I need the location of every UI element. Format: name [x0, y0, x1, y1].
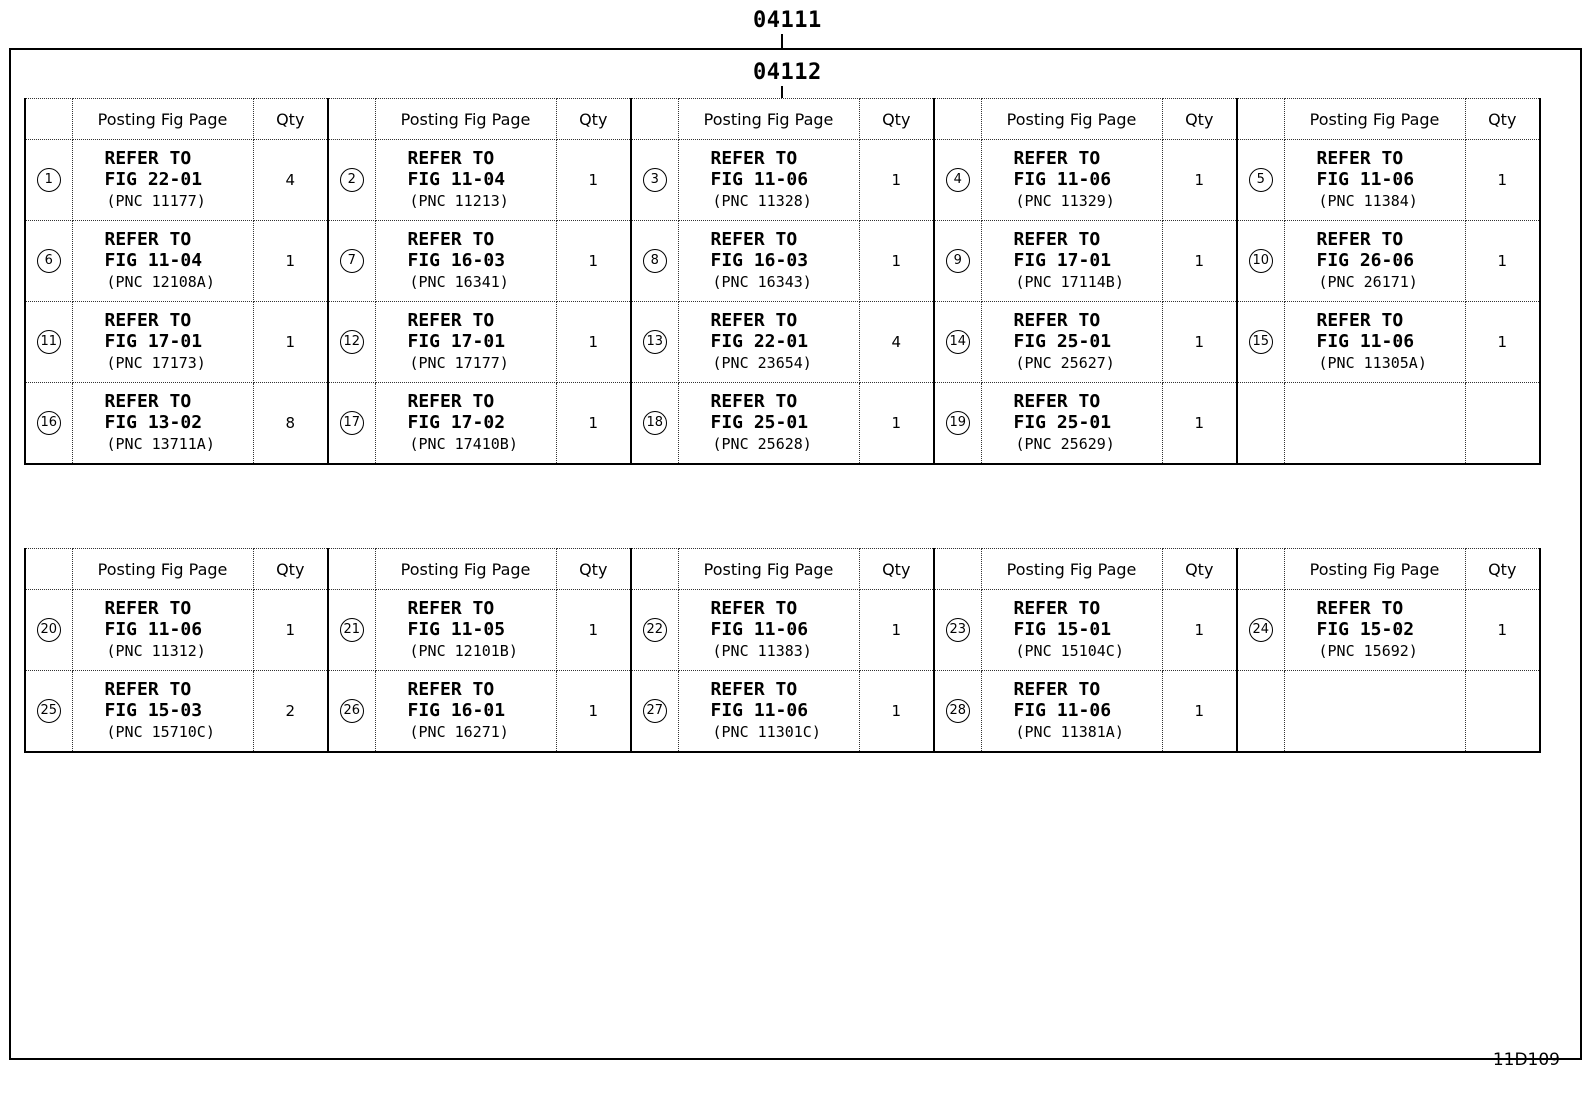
header-posting-fig-page: Posting Fig Page: [375, 99, 556, 140]
reference-cell: [981, 140, 1162, 221]
fig-reference: FIG 11-06: [1013, 700, 1112, 721]
empty-cell: [1284, 671, 1465, 753]
callout-number: 10: [1249, 249, 1273, 273]
header-number-cell: [328, 549, 375, 590]
reference-cell: [375, 590, 556, 671]
qty-cell: 1: [1465, 302, 1540, 383]
header-qty: Qty: [859, 549, 934, 590]
parts-table-1: [24, 98, 1541, 465]
reference-cell: [678, 671, 859, 753]
reference-cell: [678, 590, 859, 671]
reference-cell: [375, 302, 556, 383]
refer-to-text: REFER TO: [710, 598, 798, 619]
part-number-cell: [328, 140, 375, 221]
fig-reference: FIG 15-02: [1316, 619, 1415, 640]
refer-to-text: REFER TO: [407, 148, 495, 169]
reference-cell: [375, 671, 556, 753]
refer-to-text: REFER TO: [1013, 391, 1101, 412]
header-qty: Qty: [253, 99, 328, 140]
empty-cell: [1237, 671, 1284, 753]
fig-reference: FIG 11-06: [1013, 169, 1112, 190]
callout-number: 21: [340, 618, 364, 642]
refer-to-text: REFER TO: [104, 391, 192, 412]
pnc-reference: (PNC 11213): [409, 192, 509, 210]
fig-reference: FIG 22-01: [104, 169, 203, 190]
qty-cell: 1: [556, 140, 631, 221]
part-number-cell: [1237, 140, 1284, 221]
reference-cell: [981, 590, 1162, 671]
callout-number: 7: [340, 249, 364, 273]
part-number-cell: [934, 383, 981, 465]
reference-cell: [72, 221, 253, 302]
callout-number: 8: [643, 249, 667, 273]
callout-number: 24: [1249, 618, 1273, 642]
part-number-cell: [328, 383, 375, 465]
header-number-cell: [25, 99, 72, 140]
pnc-reference: (PNC 11329): [1015, 192, 1115, 210]
callout-number: 14: [946, 330, 970, 354]
reference-cell: [375, 221, 556, 302]
reference-cell: [678, 140, 859, 221]
fig-reference: FIG 11-06: [1316, 169, 1415, 190]
header-posting-fig-page: Posting Fig Page: [72, 99, 253, 140]
qty-cell: 1: [253, 221, 328, 302]
fig-reference: FIG 11-04: [407, 169, 506, 190]
fig-reference: FIG 11-06: [710, 619, 809, 640]
refer-to-text: REFER TO: [104, 679, 192, 700]
header-posting-fig-page: Posting Fig Page: [1284, 549, 1465, 590]
header-posting-fig-page: Posting Fig Page: [1284, 99, 1465, 140]
reference-cell: [375, 383, 556, 465]
callout-number: 3: [643, 168, 667, 192]
pnc-reference: (PNC 25628): [712, 435, 812, 453]
qty-cell: 1: [859, 221, 934, 302]
qty-cell: 1: [1162, 140, 1237, 221]
refer-to-text: REFER TO: [710, 148, 798, 169]
part-number-cell: [631, 140, 678, 221]
pnc-reference: (PNC 16341): [409, 273, 509, 291]
qty-cell: 1: [1465, 221, 1540, 302]
fig-reference: FIG 16-01: [407, 700, 506, 721]
reference-cell: [1284, 302, 1465, 383]
qty-cell: 1: [1162, 383, 1237, 465]
fig-reference: FIG 13-02: [104, 412, 203, 433]
pnc-reference: (PNC 15692): [1318, 642, 1418, 660]
fig-reference: FIG 11-05: [407, 619, 506, 640]
pnc-reference: (PNC 11305A): [1318, 354, 1427, 372]
qty-cell: 2: [253, 671, 328, 753]
qty-cell: 1: [556, 671, 631, 753]
table-row: [25, 221, 1540, 302]
qty-cell: 1: [1162, 302, 1237, 383]
part-number-cell: [328, 221, 375, 302]
callout-number: 25: [37, 699, 61, 723]
fig-reference: FIG 26-06: [1316, 250, 1415, 271]
reference-cell: [1284, 140, 1465, 221]
part-number-cell: [631, 590, 678, 671]
callout-number: 15: [1249, 330, 1273, 354]
header-posting-fig-page: Posting Fig Page: [981, 99, 1162, 140]
qty-cell: 1: [556, 302, 631, 383]
header-qty: Qty: [1465, 99, 1540, 140]
qty-cell: 1: [859, 590, 934, 671]
table-header-row: [25, 549, 1540, 590]
pnc-reference: (PNC 17114B): [1015, 273, 1124, 291]
header-number-cell: [328, 99, 375, 140]
refer-to-text: REFER TO: [710, 679, 798, 700]
part-number-cell: [631, 383, 678, 465]
refer-to-text: REFER TO: [407, 679, 495, 700]
qty-cell: 1: [253, 302, 328, 383]
refer-to-text: REFER TO: [1013, 598, 1101, 619]
refer-to-text: REFER TO: [104, 310, 192, 331]
refer-to-text: REFER TO: [104, 229, 192, 250]
refer-to-text: REFER TO: [407, 310, 495, 331]
pnc-reference: (PNC 16343): [712, 273, 812, 291]
header-posting-fig-page: Posting Fig Page: [375, 549, 556, 590]
callout-number: 18: [643, 411, 667, 435]
part-number-cell: [934, 140, 981, 221]
pnc-reference: (PNC 26171): [1318, 273, 1418, 291]
qty-cell: 1: [1162, 671, 1237, 753]
refer-to-text: REFER TO: [407, 391, 495, 412]
table-row: [25, 671, 1540, 753]
header-qty: Qty: [1162, 99, 1237, 140]
fig-reference: FIG 11-06: [710, 169, 809, 190]
qty-cell: 1: [1465, 590, 1540, 671]
pnc-reference: (PNC 11383): [712, 642, 812, 660]
callout-number: 12: [340, 330, 364, 354]
assembly-leader-line: [781, 34, 783, 48]
refer-to-text: REFER TO: [104, 598, 192, 619]
callout-number: 27: [643, 699, 667, 723]
part-number-cell: [25, 221, 72, 302]
fig-reference: FIG 11-04: [104, 250, 203, 271]
pnc-reference: (PNC 25627): [1015, 354, 1115, 372]
fig-reference: FIG 11-06: [710, 700, 809, 721]
pnc-reference: (PNC 11328): [712, 192, 812, 210]
callout-number: 28: [946, 699, 970, 723]
pnc-reference: (PNC 11384): [1318, 192, 1418, 210]
qty-cell: 1: [1465, 140, 1540, 221]
fig-reference: FIG 15-03: [104, 700, 203, 721]
callout-number: 2: [340, 168, 364, 192]
part-number-cell: [25, 302, 72, 383]
callout-number: 9: [946, 249, 970, 273]
qty-cell: 1: [859, 140, 934, 221]
fig-reference: FIG 17-01: [407, 331, 506, 352]
refer-to-text: REFER TO: [1316, 148, 1404, 169]
empty-cell: [1237, 383, 1284, 465]
fig-reference: FIG 11-06: [104, 619, 203, 640]
header-number-cell: [631, 549, 678, 590]
reference-cell: [678, 302, 859, 383]
reference-cell: [1284, 221, 1465, 302]
callout-number: 11: [37, 330, 61, 354]
header-number-cell: [1237, 99, 1284, 140]
fig-reference: FIG 16-03: [710, 250, 809, 271]
qty-cell: 8: [253, 383, 328, 465]
qty-cell: 1: [1162, 590, 1237, 671]
callout-number: 23: [946, 618, 970, 642]
reference-cell: [72, 302, 253, 383]
qty-cell: 4: [253, 140, 328, 221]
pnc-reference: (PNC 12108A): [106, 273, 215, 291]
pnc-reference: (PNC 11381A): [1015, 723, 1124, 741]
pnc-reference: (PNC 11301C): [712, 723, 821, 741]
refer-to-text: REFER TO: [1316, 310, 1404, 331]
refer-to-text: REFER TO: [1316, 598, 1404, 619]
callout-number: 1: [37, 168, 61, 192]
callout-number: 4: [946, 168, 970, 192]
fig-reference: FIG 15-01: [1013, 619, 1112, 640]
header-qty: Qty: [1162, 549, 1237, 590]
reference-cell: [72, 590, 253, 671]
callout-number: 20: [37, 618, 61, 642]
reference-cell: [981, 671, 1162, 753]
pnc-reference: (PNC 11312): [106, 642, 206, 660]
header-number-cell: [631, 99, 678, 140]
empty-cell: [1465, 383, 1540, 465]
header-qty: Qty: [859, 99, 934, 140]
header-posting-fig-page: Posting Fig Page: [678, 549, 859, 590]
pnc-reference: (PNC 17410B): [409, 435, 518, 453]
pnc-reference: (PNC 25629): [1015, 435, 1115, 453]
part-number-cell: [1237, 302, 1284, 383]
table-row: [25, 383, 1540, 465]
refer-to-text: REFER TO: [1013, 229, 1101, 250]
header-posting-fig-page: Posting Fig Page: [981, 549, 1162, 590]
header-number-cell: [934, 549, 981, 590]
pnc-reference: (PNC 17173): [106, 354, 206, 372]
subassembly-leader-line: [781, 86, 783, 98]
pnc-reference: (PNC 13711A): [106, 435, 215, 453]
pnc-reference: (PNC 11177): [106, 192, 206, 210]
reference-cell: [72, 140, 253, 221]
header-number-cell: [934, 99, 981, 140]
refer-to-text: REFER TO: [1013, 679, 1101, 700]
qty-cell: 1: [859, 671, 934, 753]
fig-reference: FIG 17-02: [407, 412, 506, 433]
table-row: [25, 140, 1540, 221]
part-number-cell: [328, 302, 375, 383]
pnc-reference: (PNC 15104C): [1015, 642, 1124, 660]
fig-reference: FIG 16-03: [407, 250, 506, 271]
reference-cell: [72, 671, 253, 753]
part-number-cell: [934, 671, 981, 753]
header-qty: Qty: [253, 549, 328, 590]
qty-cell: 1: [253, 590, 328, 671]
qty-cell: 1: [556, 221, 631, 302]
qty-cell: 1: [1162, 221, 1237, 302]
callout-number: 13: [643, 330, 667, 354]
reference-cell: [1284, 590, 1465, 671]
refer-to-text: REFER TO: [710, 310, 798, 331]
refer-to-text: REFER TO: [710, 391, 798, 412]
part-number-cell: [25, 590, 72, 671]
qty-cell: 1: [859, 383, 934, 465]
header-posting-fig-page: Posting Fig Page: [72, 549, 253, 590]
figure-code: 11D109: [1492, 1050, 1560, 1070]
refer-to-text: REFER TO: [407, 229, 495, 250]
pnc-reference: (PNC 17177): [409, 354, 509, 372]
header-qty: Qty: [1465, 549, 1540, 590]
refer-to-text: REFER TO: [710, 229, 798, 250]
qty-cell: 1: [556, 383, 631, 465]
part-number-cell: [25, 140, 72, 221]
fig-reference: FIG 11-06: [1316, 331, 1415, 352]
callout-number: 19: [946, 411, 970, 435]
reference-cell: [375, 140, 556, 221]
reference-cell: [678, 383, 859, 465]
refer-to-text: REFER TO: [407, 598, 495, 619]
header-qty: Qty: [556, 549, 631, 590]
part-number-cell: [328, 671, 375, 753]
table-header-row: [25, 99, 1540, 140]
part-number-cell: [934, 590, 981, 671]
reference-cell: [981, 302, 1162, 383]
refer-to-text: REFER TO: [104, 148, 192, 169]
assembly-label: 04111: [753, 8, 822, 33]
part-number-cell: [1237, 590, 1284, 671]
subassembly-label: 04112: [753, 60, 822, 85]
callout-number: 16: [37, 411, 61, 435]
reference-cell: [72, 383, 253, 465]
header-number-cell: [25, 549, 72, 590]
callout-number: 17: [340, 411, 364, 435]
fig-reference: FIG 25-01: [1013, 412, 1112, 433]
part-number-cell: [631, 221, 678, 302]
fig-reference: FIG 22-01: [710, 331, 809, 352]
part-number-cell: [25, 383, 72, 465]
callout-number: 26: [340, 699, 364, 723]
header-posting-fig-page: Posting Fig Page: [678, 99, 859, 140]
empty-cell: [1284, 383, 1465, 465]
pnc-reference: (PNC 23654): [712, 354, 812, 372]
header-qty: Qty: [556, 99, 631, 140]
qty-cell: 4: [859, 302, 934, 383]
callout-number: 5: [1249, 168, 1273, 192]
part-number-cell: [631, 302, 678, 383]
part-number-cell: [934, 221, 981, 302]
callout-number: 22: [643, 618, 667, 642]
refer-to-text: REFER TO: [1013, 148, 1101, 169]
fig-reference: FIG 25-01: [710, 412, 809, 433]
header-number-cell: [1237, 549, 1284, 590]
reference-cell: [981, 383, 1162, 465]
reference-cell: [678, 221, 859, 302]
part-number-cell: [328, 590, 375, 671]
part-number-cell: [631, 671, 678, 753]
pnc-reference: (PNC 12101B): [409, 642, 518, 660]
fig-reference: FIG 17-01: [104, 331, 203, 352]
part-number-cell: [934, 302, 981, 383]
fig-reference: FIG 17-01: [1013, 250, 1112, 271]
parts-table-2: [24, 548, 1541, 753]
reference-cell: [981, 221, 1162, 302]
refer-to-text: REFER TO: [1013, 310, 1101, 331]
part-number-cell: [25, 671, 72, 753]
fig-reference: FIG 25-01: [1013, 331, 1112, 352]
table-row: [25, 302, 1540, 383]
refer-to-text: REFER TO: [1316, 229, 1404, 250]
pnc-reference: (PNC 15710C): [106, 723, 215, 741]
table-row: [25, 590, 1540, 671]
empty-cell: [1465, 671, 1540, 753]
qty-cell: 1: [556, 590, 631, 671]
part-number-cell: [1237, 221, 1284, 302]
pnc-reference: (PNC 16271): [409, 723, 509, 741]
callout-number: 6: [37, 249, 61, 273]
